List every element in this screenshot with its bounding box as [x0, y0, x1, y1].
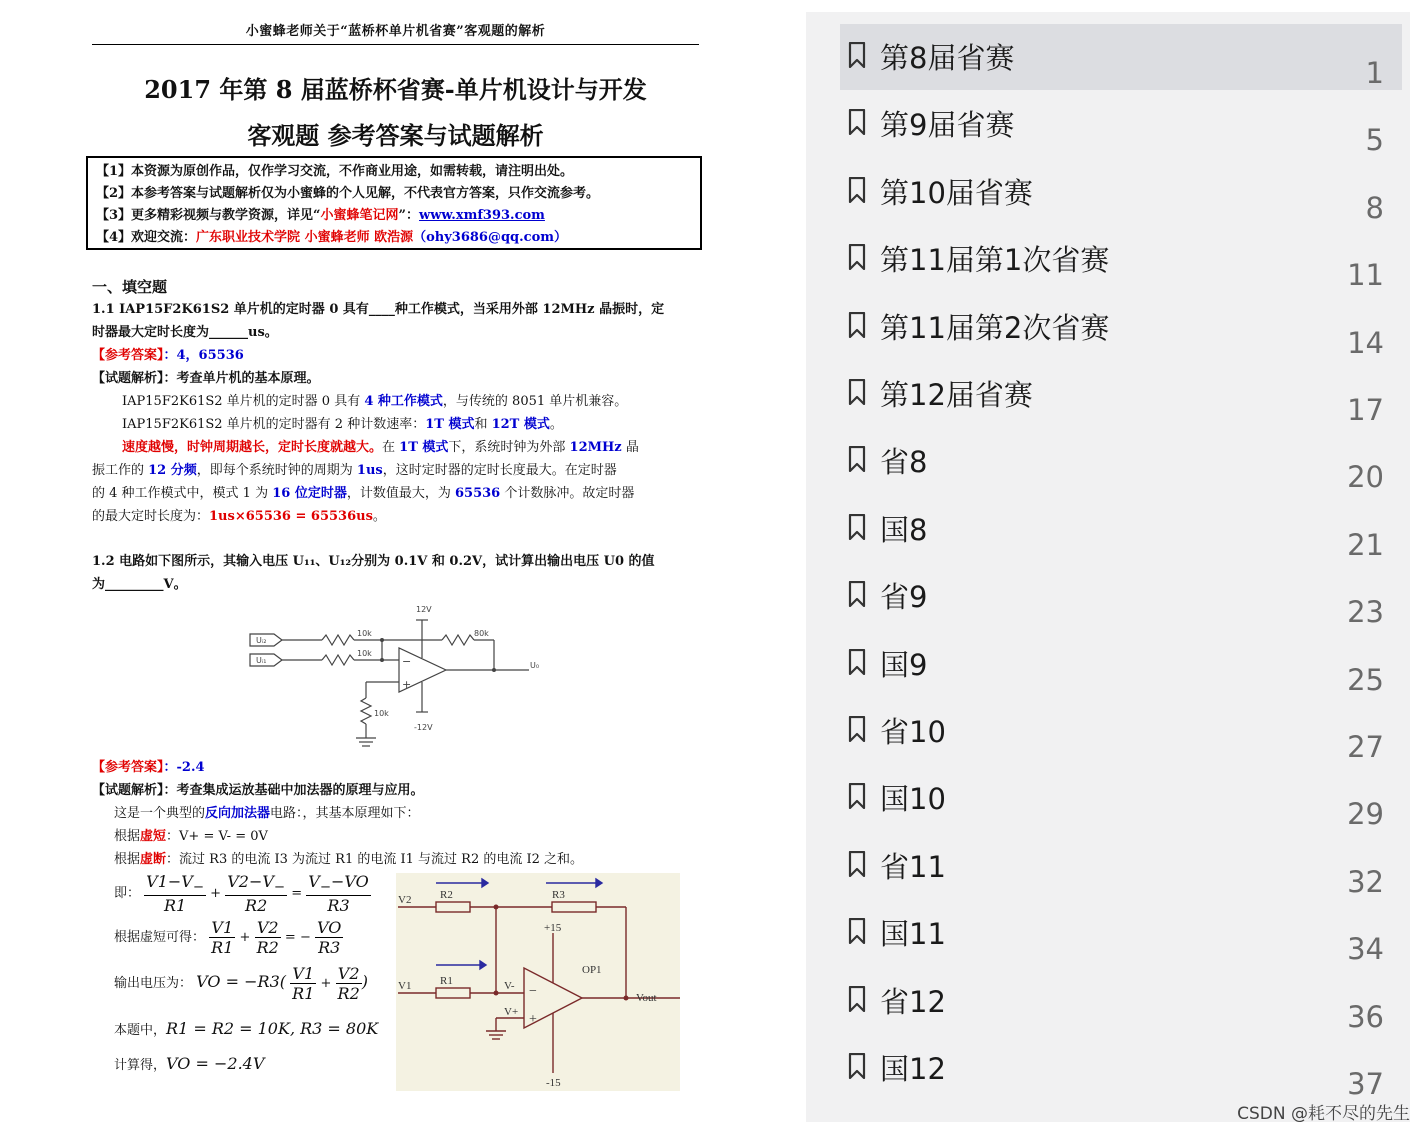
q1-analysis-label: 【试题解析】：考查单片机的基本原理。 — [92, 371, 320, 386]
text: 晶 — [621, 440, 639, 455]
bookmark-label: 国12 — [880, 1052, 946, 1086]
bookmark-item[interactable] — [840, 833, 1402, 899]
circuit-label: 10k — [374, 709, 389, 718]
bookmark-item[interactable] — [840, 698, 1402, 764]
formula-virtual-short: 根据虚短可得： $\frac{V1}{R1}$ + $\frac{V2}{R2}$ = − $\frac{VO}{R3}$ — [114, 918, 342, 957]
bookmark-icon — [848, 42, 866, 68]
highlight: 虚短 — [140, 829, 167, 844]
circuit-label: R2 — [440, 889, 453, 901]
site-name: 小蜜蜂笔记网 — [320, 208, 399, 223]
header-rule — [92, 44, 699, 45]
bookmark-item[interactable] — [840, 900, 1402, 966]
highlight: 虚断 — [140, 852, 167, 867]
notice-text: 【3】更多精彩视频与教学资源，详见“ — [96, 208, 321, 223]
text: IAP15F2K61S2 单片机的定时器有 2 种计数速率： — [122, 417, 426, 432]
bookmark-item[interactable] — [840, 24, 1402, 90]
svg-text:−: − — [529, 984, 537, 999]
doc-title: 2017 年第 8 届蓝桥杯省赛-单片机设计与开发 — [144, 75, 647, 104]
notice-text: ”： — [398, 208, 420, 223]
text: 下，系统时钟为外部 — [448, 440, 570, 455]
svg-text:+: + — [402, 678, 412, 691]
watermark: CSDN @耗不尽的先生 — [1237, 1104, 1410, 1124]
bookmark-icon — [848, 716, 866, 742]
circuit-label: 10k — [357, 649, 372, 658]
bookmark-icon — [848, 918, 866, 944]
q1-analysis-2 — [122, 413, 563, 436]
text: ，这时定时器的定时长度最大。在定时器 — [382, 463, 617, 478]
bookmark-label: 国8 — [880, 512, 928, 547]
circuit-label: R3 — [552, 889, 565, 901]
notice-line-1: 【1】本资源为原创作品，仅作学习交流，不作商业用途，如需转载，请注明出处。 — [96, 164, 574, 179]
formula-output: 输出电压为： VO = −R3( $\frac{V1}{R1}$ + $\frac{V2}{R2}$ ) — [114, 964, 369, 1003]
answer-label: 【参考答案】 — [92, 760, 164, 775]
q1-analysis-6 — [92, 505, 386, 528]
text: ，即每个系统时钟的周期为 — [196, 463, 357, 478]
notice-line-2: 【2】本参考答案与试题解析仅为小蜜蜂的个人见解，不代表官方答案，只作交流参考。 — [96, 186, 600, 201]
circuit-label: V+ — [504, 1006, 519, 1018]
bookmark-icon — [848, 109, 866, 135]
math: R1 = R2 = 10K, R3 = 80K — [166, 1019, 379, 1038]
bookmark-item[interactable] — [840, 159, 1402, 225]
bookmark-page-number: 17 — [1347, 393, 1384, 427]
highlight: 65536 — [454, 486, 501, 501]
text: ：流过 R3 的电流 I3 为流过 R1 的电流 I1 与流过 R2 的电流 I2 之和。 — [166, 852, 584, 867]
text: 。 — [549, 417, 563, 432]
highlight: 1T 模式 — [425, 417, 475, 432]
bookmark-item[interactable] — [840, 631, 1402, 697]
q1-answer — [92, 344, 244, 367]
bookmark-page-number: 27 — [1347, 730, 1384, 764]
bookmark-item[interactable] — [840, 226, 1402, 292]
text: 个计数脉冲。故定时器 — [500, 486, 635, 501]
circuit-label: U₀ — [530, 661, 540, 670]
author-name: 广东职业技术学院 小蜜蜂老师 欧浩源 — [196, 230, 414, 245]
highlight: 反向加法器 — [205, 806, 271, 821]
bookmark-label: 国9 — [880, 647, 928, 682]
bookmark-page-number: 1 — [1365, 56, 1384, 90]
bookmark-item[interactable] — [840, 294, 1402, 360]
formula-label: 输出电压为： — [114, 976, 193, 991]
text: 。 — [372, 509, 386, 524]
text: 的 4 种工作模式中，模式 1 为 — [92, 486, 273, 501]
section-heading: 一、填空题 — [92, 278, 168, 296]
bookmark-icon — [848, 177, 866, 203]
bookmark-page-number: 5 — [1365, 123, 1384, 158]
bookmark-page-number: 25 — [1347, 662, 1384, 697]
bookmark-page-number: 14 — [1347, 325, 1384, 360]
bookmark-label: 省11 — [880, 849, 946, 884]
formula-result — [114, 1054, 264, 1073]
bookmark-item[interactable] — [840, 765, 1402, 831]
bookmark-label: 第8届省赛 — [880, 41, 1015, 75]
text: 的最大定时长度为： — [92, 509, 210, 524]
bookmark-panel — [806, 12, 1410, 1122]
bookmark-item[interactable] — [840, 91, 1402, 157]
text: 和 — [474, 417, 492, 432]
q1-analysis-3 — [122, 436, 639, 459]
bookmark-label: 省10 — [880, 715, 946, 749]
bookmark-page-number: 20 — [1347, 460, 1384, 495]
circuit-label: 12V — [416, 605, 432, 614]
bookmark-label: 省9 — [880, 580, 928, 615]
bookmark-page-number: 21 — [1347, 527, 1384, 562]
text: IAP15F2K61S2 单片机的定时器 0 具有 — [122, 394, 365, 409]
circuit-label: R1 — [440, 975, 453, 987]
formula-values — [114, 1019, 378, 1038]
bookmark-icon — [848, 851, 866, 877]
bookmark-page-number: 34 — [1347, 932, 1384, 967]
bookmark-page-number: 23 — [1347, 595, 1384, 630]
bookmark-item[interactable] — [840, 968, 1402, 1034]
circuit-label: OP1 — [582, 964, 602, 976]
text: 计算得， — [114, 1058, 167, 1073]
circuit-label: -12V — [414, 723, 433, 732]
bookmark-label: 第9届省赛 — [880, 108, 1015, 143]
q2-answer — [92, 756, 205, 779]
bookmark-label: 第11届第1次省赛 — [880, 243, 1110, 278]
bookmark-page-number: 29 — [1347, 797, 1384, 832]
author-email: （ohy3686@qq.com） — [413, 230, 568, 245]
circuit-diagram-1 — [244, 600, 549, 755]
answer-value: ：-2.4 — [163, 760, 205, 775]
highlight: 12T 模式 — [491, 417, 550, 432]
highlight: 12MHz — [569, 440, 622, 455]
bookmark-item[interactable] — [840, 563, 1402, 629]
svg-text:+: + — [529, 1012, 537, 1027]
circuit-label: Vout — [636, 992, 657, 1004]
bookmark-label: 省12 — [880, 984, 946, 1019]
bookmark-icon — [848, 514, 866, 540]
q2-analysis-1 — [114, 802, 420, 825]
q2-text-2: 为_________V。 — [92, 577, 187, 592]
bookmark-icon — [848, 446, 866, 472]
bookmark-label: 第10届省赛 — [880, 175, 1033, 210]
circuit-label: 10k — [357, 629, 372, 638]
bookmark-page-number: 37 — [1347, 1067, 1384, 1101]
bookmark-item[interactable] — [840, 428, 1402, 494]
notice-text: 【4】欢迎交流： — [96, 230, 197, 245]
bookmark-icon — [848, 783, 866, 809]
highlight: 16 位定时器 — [272, 486, 347, 501]
circuit-label: Uᵢ₂ — [256, 636, 267, 645]
answer-label: 【参考答案】 — [92, 348, 164, 363]
circuit-diagram-2 — [396, 873, 680, 1091]
site-link[interactable]: www.xmf393.com — [419, 208, 545, 223]
highlight: 1T 模式 — [399, 440, 449, 455]
bookmark-icon — [848, 649, 866, 675]
q1-analysis-5 — [92, 482, 634, 505]
text: ：V+ = V- = 0V — [166, 829, 268, 844]
q1-analysis-4 — [92, 459, 617, 482]
bookmark-label: 国11 — [880, 917, 946, 952]
text: 本题中， — [114, 1023, 167, 1038]
bookmark-page-number: 32 — [1347, 864, 1384, 899]
text: 电路：，其基本原理如下： — [270, 806, 420, 821]
bookmark-icon — [848, 244, 866, 270]
circuit-label: -15 — [546, 1077, 561, 1089]
bookmark-icon — [848, 312, 866, 338]
text: ，与传统的 8051 单片机兼容。 — [442, 394, 628, 409]
bookmark-icon — [848, 581, 866, 607]
bookmark-page-number: 36 — [1347, 999, 1384, 1034]
notice-line-4 — [96, 227, 692, 249]
math: VO = −2.4V — [166, 1054, 265, 1073]
q2-analysis-3 — [114, 848, 583, 871]
bookmark-item[interactable] — [840, 1035, 1402, 1101]
text: 根据 — [114, 852, 141, 867]
circuit-label: V- — [504, 980, 515, 992]
circuit-label: V1 — [398, 980, 412, 992]
highlight: 1us×65536 = 65536us — [209, 509, 373, 524]
bookmark-icon — [848, 379, 866, 405]
bookmark-label: 第12届省赛 — [880, 378, 1033, 412]
q2-analysis-2 — [114, 825, 268, 848]
doc-subtitle: 客观题 参考答案与试题解析 — [247, 121, 544, 150]
bookmark-item[interactable] — [840, 496, 1402, 562]
circuit-label: Uᵢ₁ — [256, 656, 267, 665]
text: 根据 — [114, 829, 141, 844]
highlight: 速度越慢，时钟周期越长，定时长度就越大。 — [122, 440, 383, 455]
bookmark-page-number: 11 — [1347, 258, 1384, 293]
circuit-label: +15 — [544, 922, 562, 934]
bookmark-icon — [848, 986, 866, 1012]
formula-label: 即： — [114, 886, 141, 902]
q1-analysis-1 — [122, 390, 627, 413]
circuit-label: 80k — [474, 629, 489, 638]
svg-text:−: − — [402, 655, 412, 668]
bookmark-label: 省8 — [880, 445, 928, 480]
circuit-label: V2 — [398, 894, 412, 906]
q2-text-1: 1.2 电路如下图所示，其输入电压 U₁₁、U₁₂分别为 0.1V 和 0.2V，试计算出输出电压 U0 的值 — [92, 554, 655, 569]
q1-text-2: 时器最大定时长度为______us。 — [92, 325, 278, 340]
highlight: 12 分频 — [148, 463, 197, 478]
bookmark-icon — [848, 1053, 866, 1079]
text: ，计数值最大，为 — [346, 486, 455, 501]
answer-value: ：4，65536 — [163, 348, 244, 363]
formula-label: 根据虚短可得： — [114, 930, 206, 945]
formula-kcl: 即： $\frac{V1-V_-}{R1}$ + $\frac{V2-V_-}{R2}$ = $\frac{V_--VO}{R3}$ — [114, 872, 369, 916]
text: 振工作的 — [92, 463, 149, 478]
bookmark-item[interactable] — [840, 361, 1402, 427]
bookmark-page-number: 8 — [1365, 190, 1384, 225]
page-header: 小蜜蜂老师关于“蓝桥杯单片机省赛”客观题的解析 — [245, 24, 546, 39]
q1-text-1: 1.1 IAP15F2K61S2 单片机的定时器 0 具有____种工作模式，当采用外部 12MHz 晶振时，定 — [92, 302, 665, 317]
text: 这是一个典型的 — [114, 806, 206, 821]
q2-analysis-label: 【试题解析】：考查集成运放基础中加法器的原理与应用。 — [92, 783, 424, 798]
bookmark-label: 国10 — [880, 782, 946, 817]
notice-box — [86, 156, 702, 250]
bookmark-label: 第11届第2次省赛 — [880, 310, 1110, 345]
highlight: 4 种工作模式 — [364, 394, 443, 409]
text: 在 — [382, 440, 400, 455]
notice-line-3 — [96, 205, 692, 227]
highlight: 1us — [356, 463, 383, 478]
